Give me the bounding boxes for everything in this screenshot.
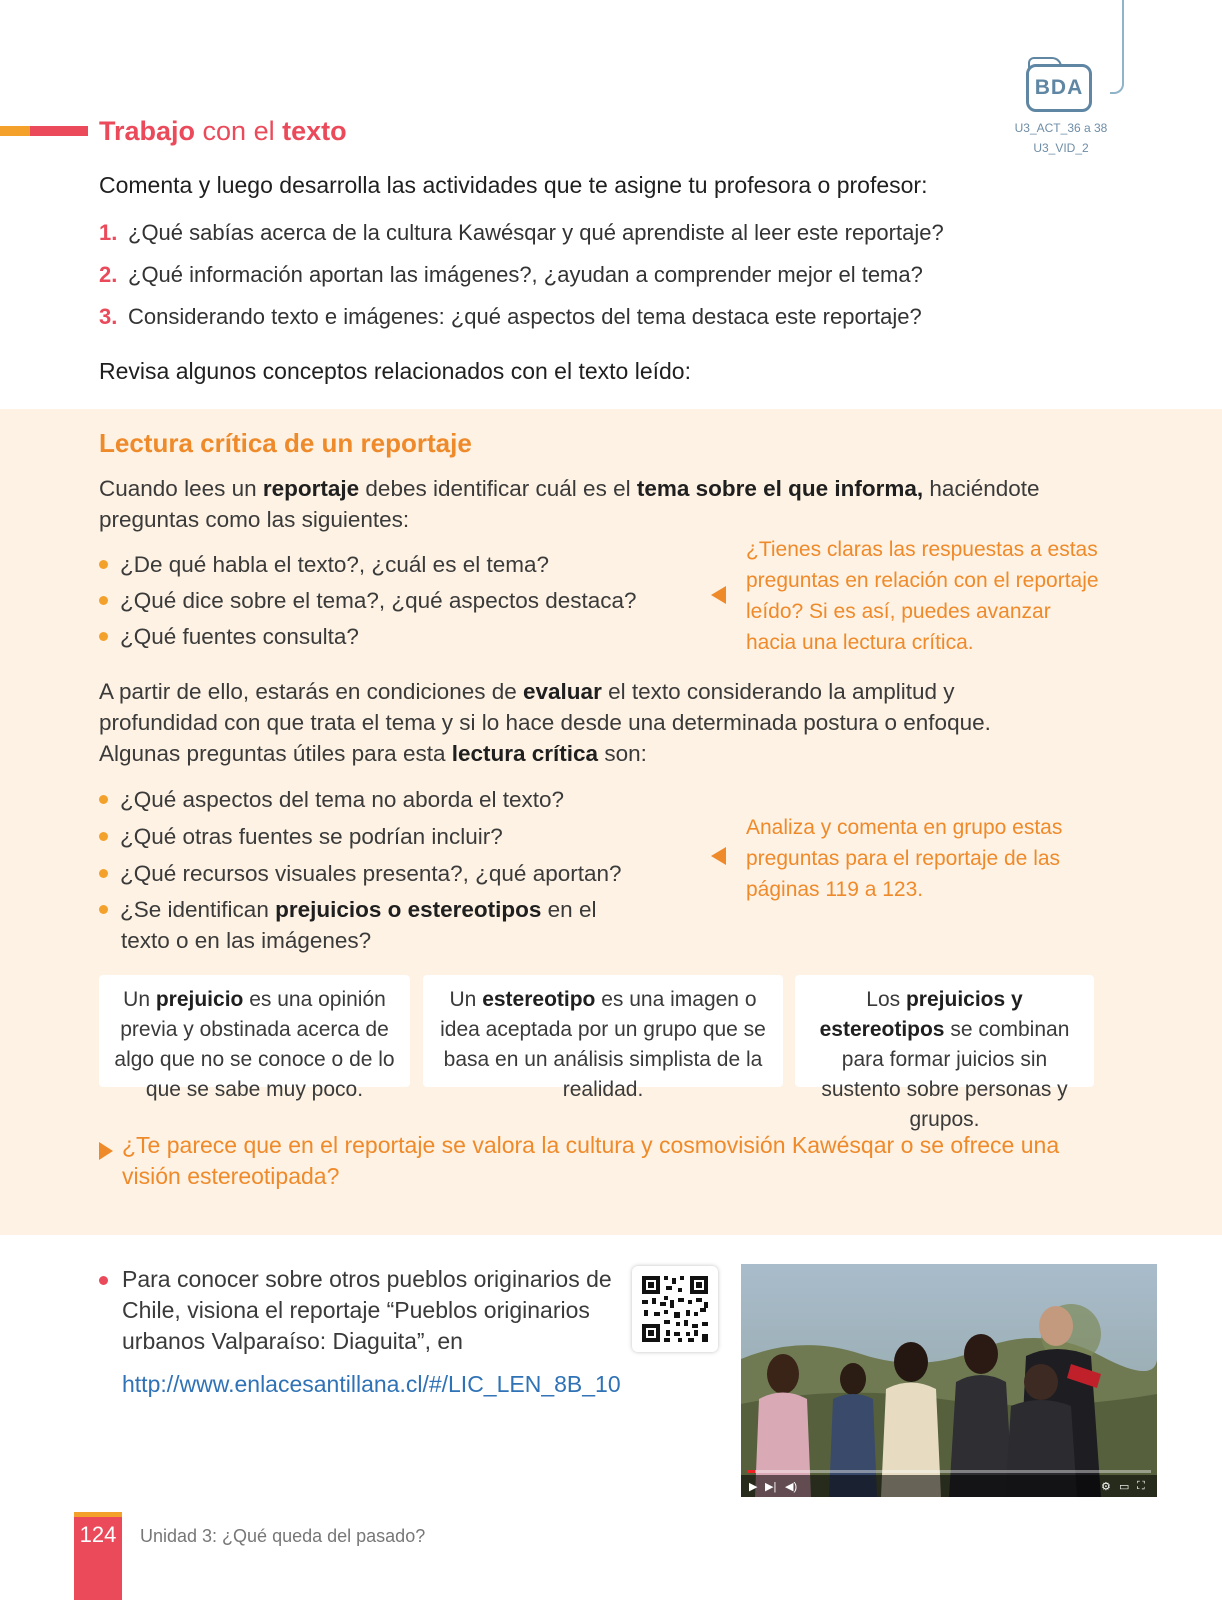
intro-text: Comenta y luego desarrolla las actividades que te asigne tu profesora o profesor: <box>99 172 928 198</box>
definition-combinados: Los prejuicios y estereotipos se combinan para formar juicios sin sustento sobre personas y grupos. <box>795 975 1094 1087</box>
bda-code-activities: U3_ACT_36 a 38 <box>1014 121 1108 135</box>
bda-folder-icon[interactable] <box>1026 64 1092 112</box>
video-link[interactable]: http://www.enlacesantillana.cl/#/LIC_LEN_8B_10 <box>122 1371 621 1397</box>
definition-estereotipo: Un estereotipo es una imagen o idea aceptada por un grupo que se basa en un análisis simplista de la realidad. <box>423 975 783 1087</box>
side-note-1: ¿Tienes claras las respuestas a estas preguntas en relación con el reportaje leído? Si es así, puedes avanzar hacia una lectura crítica. <box>746 538 1099 654</box>
arrow-left-icon <box>711 847 726 865</box>
section-title: Trabajo con el texto <box>99 116 347 146</box>
next-icon[interactable]: ▶| <box>765 1481 777 1493</box>
fullscreen-icon[interactable]: ⛶ <box>1137 1480 1145 1492</box>
bullet-dot <box>99 1276 108 1285</box>
video-progress-bar[interactable] <box>747 1470 1151 1473</box>
page-number: 124 <box>79 1522 117 1547</box>
list-item: ¿Qué fuentes consulta? <box>99 621 359 652</box>
reflection-question: ¿Te parece que en el reportaje se valora la cultura y cosmovisión Kawésqar o se ofrece una visión estereotipada? <box>122 1132 1060 1189</box>
list-item: ¿De qué habla el texto?, ¿cuál es el tema? <box>99 549 549 580</box>
arrow-left-icon <box>711 586 726 604</box>
panel-paragraph-1: Cuando lees un reportaje debes identificar cuál es el tema sobre el que informa, haciéndote preguntas como las siguientes: <box>99 476 1040 532</box>
bda-code-video: U3_VID_2 <box>1033 141 1089 155</box>
list-item: ¿Qué aspectos del tema no aborda el texto? <box>99 784 564 815</box>
video-intro-text: Para conocer sobre otros pueblos originarios de Chile, visiona el reportaje “Pueblos originarios urbanos Valparaíso: Diaguita”, en <box>122 1266 612 1354</box>
definition-prejuicio: Un prejuicio es una opinión previa y obstinada acerca de algo que no se conoce o de lo que se sabe muy poco. <box>99 975 410 1087</box>
video-thumbnail[interactable] <box>741 1264 1157 1497</box>
unit-title: Unidad 3: ¿Qué queda del pasado? <box>140 1526 426 1546</box>
bda-connector-line <box>1110 0 1124 94</box>
volume-icon[interactable]: ◀) <box>785 1481 798 1493</box>
video-progress-fill <box>747 1470 755 1473</box>
list-item: ¿Se identifican prejuicios o estereotipos en el texto o en las imágenes? <box>99 894 596 956</box>
section-bar-orange <box>0 126 30 136</box>
panel-title: Lectura crítica de un reportaje <box>99 428 472 458</box>
list-item: ¿Qué otras fuentes se podrían incluir? <box>99 821 503 852</box>
video-controls <box>741 1475 1157 1497</box>
arrow-right-icon <box>99 1142 113 1160</box>
question-item: 2. ¿Qué información aportan las imágenes?, ¿ayudan a comprender mejor el tema? <box>99 262 923 287</box>
page-tab-accent <box>74 1512 122 1517</box>
panel-paragraph-2: A partir de ello, estarás en condiciones de evaluar el texto considerando la amplitud y profundidad con que trata el tema y si lo hace desde una determinada postura o enfoque. Algunas preguntas útiles para esta lectura crítica son: <box>99 679 991 766</box>
section-bar-red <box>30 126 88 136</box>
question-item: 1. ¿Qué sabías acerca de la cultura Kawésqar y qué aprendiste al leer este reportaje? <box>99 220 944 245</box>
qr-code-icon[interactable] <box>632 1266 718 1352</box>
settings-icon[interactable]: ⚙ <box>1101 1481 1111 1493</box>
question-item: 3. Considerando texto e imágenes: ¿qué aspectos del tema destaca este reportaje? <box>99 304 922 329</box>
miniplayer-icon[interactable]: ▭ <box>1119 1481 1130 1493</box>
list-item: ¿Qué recursos visuales presenta?, ¿qué aportan? <box>99 858 622 889</box>
list-item: ¿Qué dice sobre el tema?, ¿qué aspectos destaca? <box>99 585 637 616</box>
play-icon[interactable]: ▶ <box>749 1481 758 1493</box>
revisa-text: Revisa algunos conceptos relacionados con el texto leído: <box>99 358 691 384</box>
side-note-2: Analiza y comenta en grupo estas preguntas para el reportaje de las páginas 119 a 123. <box>746 816 1063 901</box>
bda-label: BDA <box>1034 76 1084 99</box>
